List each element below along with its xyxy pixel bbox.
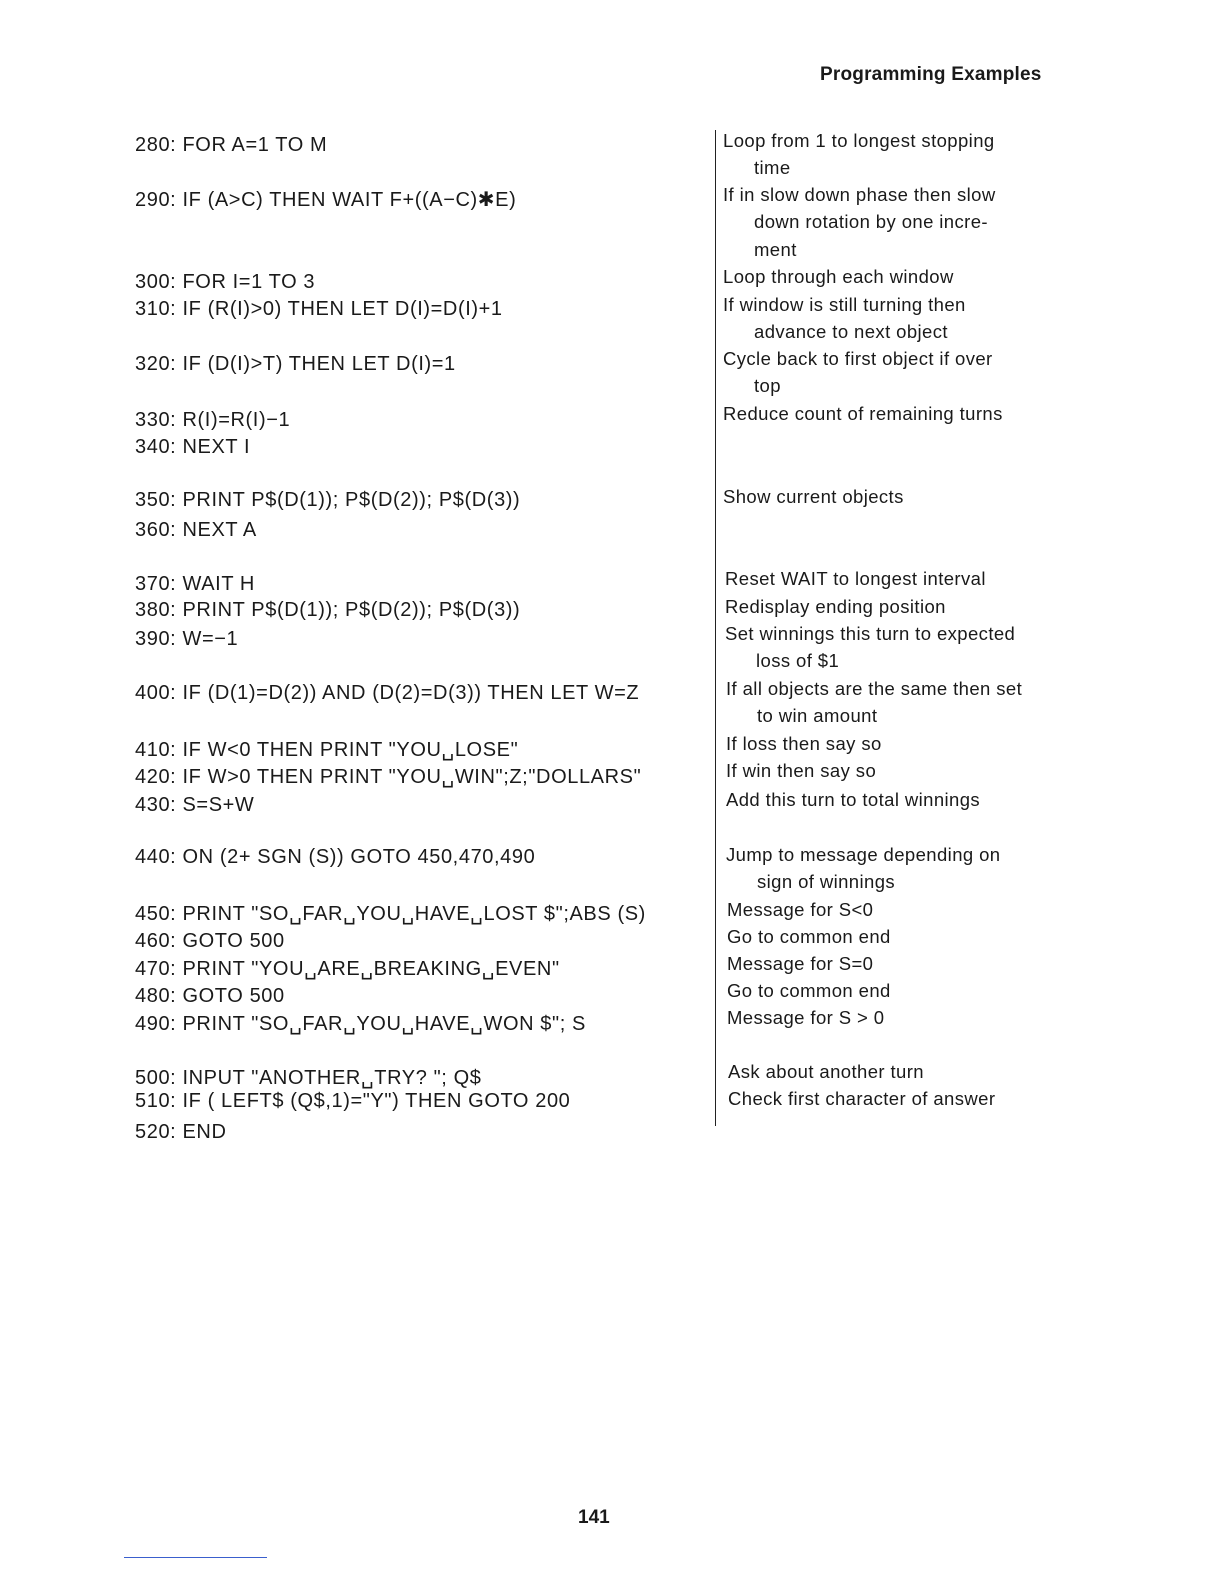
comment-280 bbox=[723, 127, 1083, 182]
comment-line: Check first character of answer bbox=[728, 1088, 996, 1109]
comment-500 bbox=[728, 1058, 1088, 1085]
comment-430 bbox=[726, 786, 1086, 813]
code-line-290: 290: IF (A>C) THEN WAIT F+((A−C)✱E) bbox=[135, 189, 517, 211]
comment-line: Ask about another turn bbox=[728, 1061, 924, 1082]
code-line-500: 500: INPUT "ANOTHER␣TRY? "; Q$ bbox=[135, 1067, 482, 1089]
comment-400 bbox=[726, 675, 1086, 730]
comment-line: to win amount bbox=[757, 705, 878, 727]
comment-350 bbox=[723, 483, 1083, 510]
page-number: 141 bbox=[578, 1507, 610, 1528]
code-line-340: 340: NEXT I bbox=[135, 436, 251, 458]
comment-320 bbox=[723, 345, 1083, 400]
code-line-350: 350: PRINT P$(D(1)); P$(D(2)); P$(D(3)) bbox=[135, 489, 521, 511]
code-line-520: 520: END bbox=[135, 1121, 227, 1143]
comment-line: If win then say so bbox=[726, 760, 877, 781]
code-line-360: 360: NEXT A bbox=[135, 519, 257, 541]
comment-line: Cycle back to first object if over bbox=[723, 348, 993, 369]
column-divider bbox=[715, 130, 716, 1126]
comment-line: advance to next object bbox=[754, 321, 948, 343]
code-line-470: 470: PRINT "YOU␣ARE␣BREAKING␣EVEN" bbox=[135, 958, 560, 980]
comment-line: Message for S > 0 bbox=[727, 1007, 885, 1028]
code-line-420: 420: IF W>0 THEN PRINT "YOU␣WIN";Z;"DOLLARS" bbox=[135, 766, 642, 788]
comment-line: Message for S=0 bbox=[727, 953, 874, 974]
code-line-380: 380: PRINT P$(D(1)); P$(D(2)); P$(D(3)) bbox=[135, 599, 521, 621]
comment-300 bbox=[723, 263, 1083, 290]
comment-line: Set winnings this turn to expected bbox=[725, 623, 1016, 644]
comment-line: If window is still turning then bbox=[723, 294, 966, 315]
code-line-440: 440: ON (2+ SGN (S)) GOTO 450,470,490 bbox=[135, 846, 536, 868]
comment-line: If loss then say so bbox=[726, 733, 882, 754]
comment-line: sign of winnings bbox=[757, 871, 896, 893]
comment-line: Show current objects bbox=[723, 486, 904, 507]
comment-370 bbox=[725, 565, 1085, 592]
page-header: Programming Examples bbox=[820, 64, 1042, 85]
comment-line: Add this turn to total winnings bbox=[726, 789, 981, 810]
comment-line: Go to common end bbox=[727, 980, 891, 1001]
comment-line: loss of $1 bbox=[756, 650, 840, 672]
code-line-320: 320: IF (D(I)>T) THEN LET D(I)=1 bbox=[135, 353, 456, 375]
comment-330 bbox=[723, 400, 1083, 427]
comment-line: Go to common end bbox=[727, 926, 891, 947]
comment-line: down rotation by one incre- bbox=[754, 211, 988, 233]
comment-line: Message for S<0 bbox=[727, 899, 874, 920]
code-line-490: 490: PRINT "SO␣FAR␣YOU␣HAVE␣WON $"; S bbox=[135, 1013, 586, 1035]
comment-line: Redisplay ending position bbox=[725, 596, 946, 617]
comment-470 bbox=[727, 950, 1087, 977]
comment-450 bbox=[727, 896, 1087, 923]
comment-410 bbox=[726, 730, 1086, 757]
comment-390 bbox=[725, 620, 1085, 675]
code-line-480: 480: GOTO 500 bbox=[135, 985, 285, 1007]
comment-line: Loop from 1 to longest stopping bbox=[723, 130, 995, 151]
comment-line: time bbox=[754, 157, 791, 179]
code-line-410: 410: IF W<0 THEN PRINT "YOU␣LOSE" bbox=[135, 739, 519, 761]
code-line-390: 390: W=−1 bbox=[135, 628, 239, 650]
code-line-370: 370: WAIT H bbox=[135, 573, 255, 595]
comment-490 bbox=[727, 1004, 1087, 1031]
comment-510 bbox=[728, 1085, 1088, 1112]
comment-310 bbox=[723, 291, 1083, 346]
comment-line: ment bbox=[754, 238, 797, 260]
code-line-460: 460: GOTO 500 bbox=[135, 930, 285, 952]
comment-460 bbox=[727, 923, 1087, 950]
code-line-430: 430: S=S+W bbox=[135, 794, 255, 816]
code-line-400: 400: IF (D(1)=D(2)) AND (D(2)=D(3)) THEN LET W=Z bbox=[135, 682, 640, 704]
comment-480 bbox=[727, 977, 1087, 1004]
comment-380 bbox=[725, 593, 1085, 620]
footer-rule bbox=[124, 1557, 267, 1558]
comment-line: Jump to message depending on bbox=[726, 844, 1001, 865]
code-line-330: 330: R(I)=R(I)−1 bbox=[135, 409, 291, 431]
code-line-510: 510: IF ( LEFT$ (Q$,1)="Y") THEN GOTO 200 bbox=[135, 1090, 571, 1112]
comment-line: If all objects are the same then set bbox=[726, 678, 1023, 699]
comment-440 bbox=[726, 841, 1086, 896]
code-line-450: 450: PRINT "SO␣FAR␣YOU␣HAVE␣LOST $";ABS (S) bbox=[135, 903, 646, 925]
comment-line: Reset WAIT to longest interval bbox=[725, 568, 986, 589]
comment-290 bbox=[723, 181, 1083, 263]
code-line-310: 310: IF (R(I)>0) THEN LET D(I)=D(I)+1 bbox=[135, 298, 503, 320]
comment-line: Loop through each window bbox=[723, 266, 954, 287]
comment-line: top bbox=[754, 375, 781, 397]
comment-line: If in slow down phase then slow bbox=[723, 184, 996, 205]
comment-420 bbox=[726, 757, 1086, 784]
code-line-300: 300: FOR I=1 TO 3 bbox=[135, 271, 316, 293]
comment-line: Reduce count of remaining turns bbox=[723, 403, 1003, 424]
code-line-280: 280: FOR A=1 TO M bbox=[135, 134, 328, 156]
